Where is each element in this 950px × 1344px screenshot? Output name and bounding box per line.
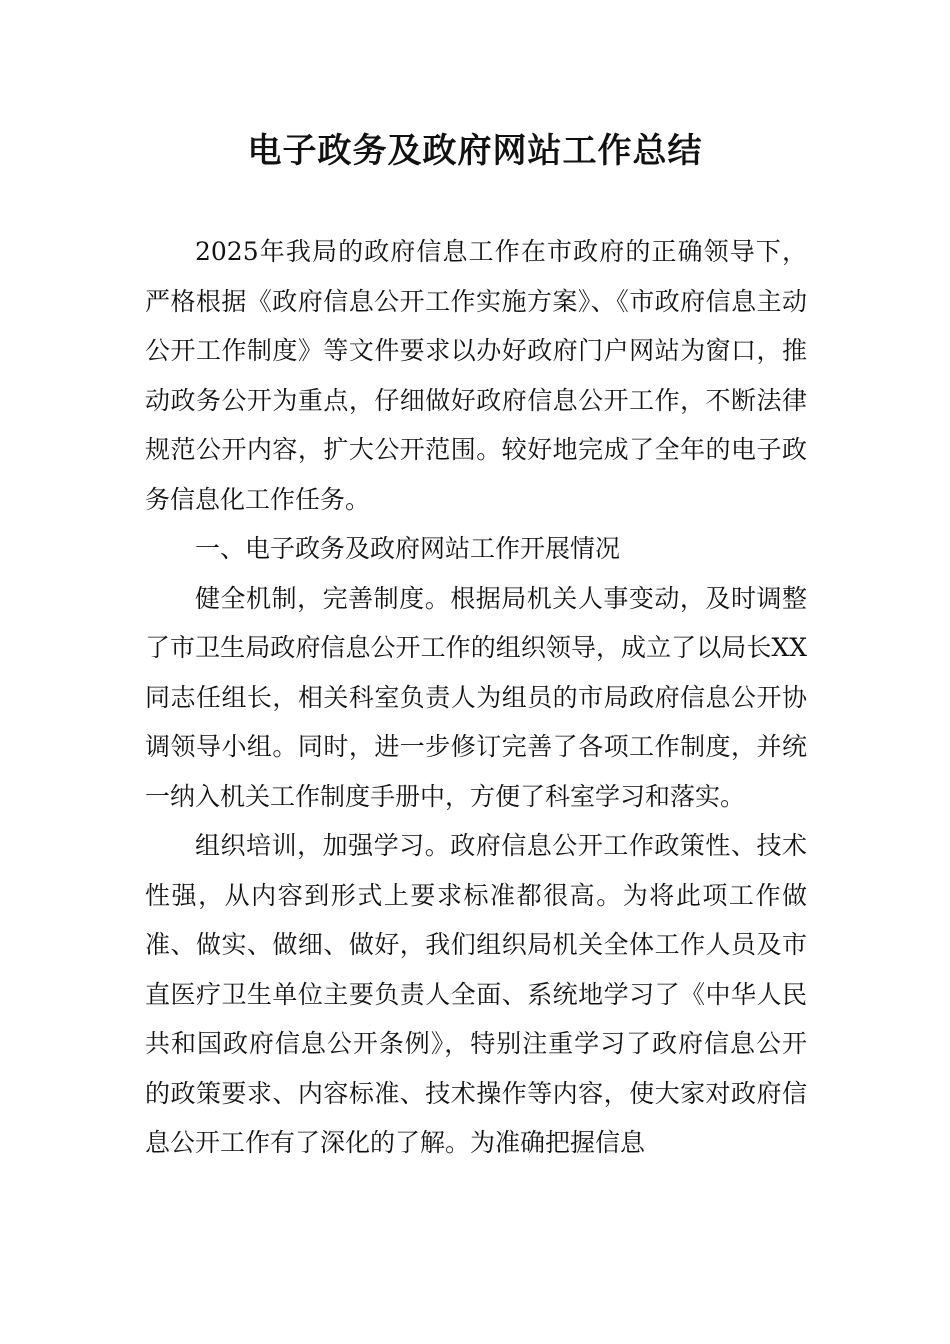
section-heading-1: 一、电子政务及政府网站工作开展情况: [195, 534, 621, 563]
document-title: 电子政务及政府网站工作总结: [247, 131, 703, 171]
paragraph-training: 组织培训，加强学习。政府信息公开工作政策性、技术性强，从内容到形式上要求标准都很高。为将此项工作做准、做实、做细、做好，我们组织局机关全体工作人员及市直医疗卫生单位主要负责人全面、系统地学习了《中华人民共和国政府信息公开条例》，特别注重学习了政府信息公开的政策要求、内容标准、技术操作等内容，使大家对政府信息公开工作有了深化的了解。为准确把握信息: [145, 831, 807, 1157]
paragraph-intro: 2025年我局的政府信息工作在市政府的正确领导下，严格根据《政府信息公开工作实施方案》、《市政府信息主动公开工作制度》等文件要求以办好政府门户网站为窗口，推动政务公开为重点，仔细做好政府信息公开工作，不断法律规范公开内容，扩大公开范围。较好地完成了全年的电子政务信息化工作任务。: [145, 237, 807, 514]
document-body: [145, 227, 807, 1168]
paragraph-mechanism: 健全机制，完善制度。根据局机关人事变动，及时调整了市卫生局政府信息公开工作的组织领导，成立了以局长XX同志任组长，相关科室负责人为组员的市局政府信息公开协调领导小组。同时，进一步修订完善了各项工作制度，并统一纳入机关工作制度手册中，方便了科室学习和落实。: [145, 583, 807, 811]
